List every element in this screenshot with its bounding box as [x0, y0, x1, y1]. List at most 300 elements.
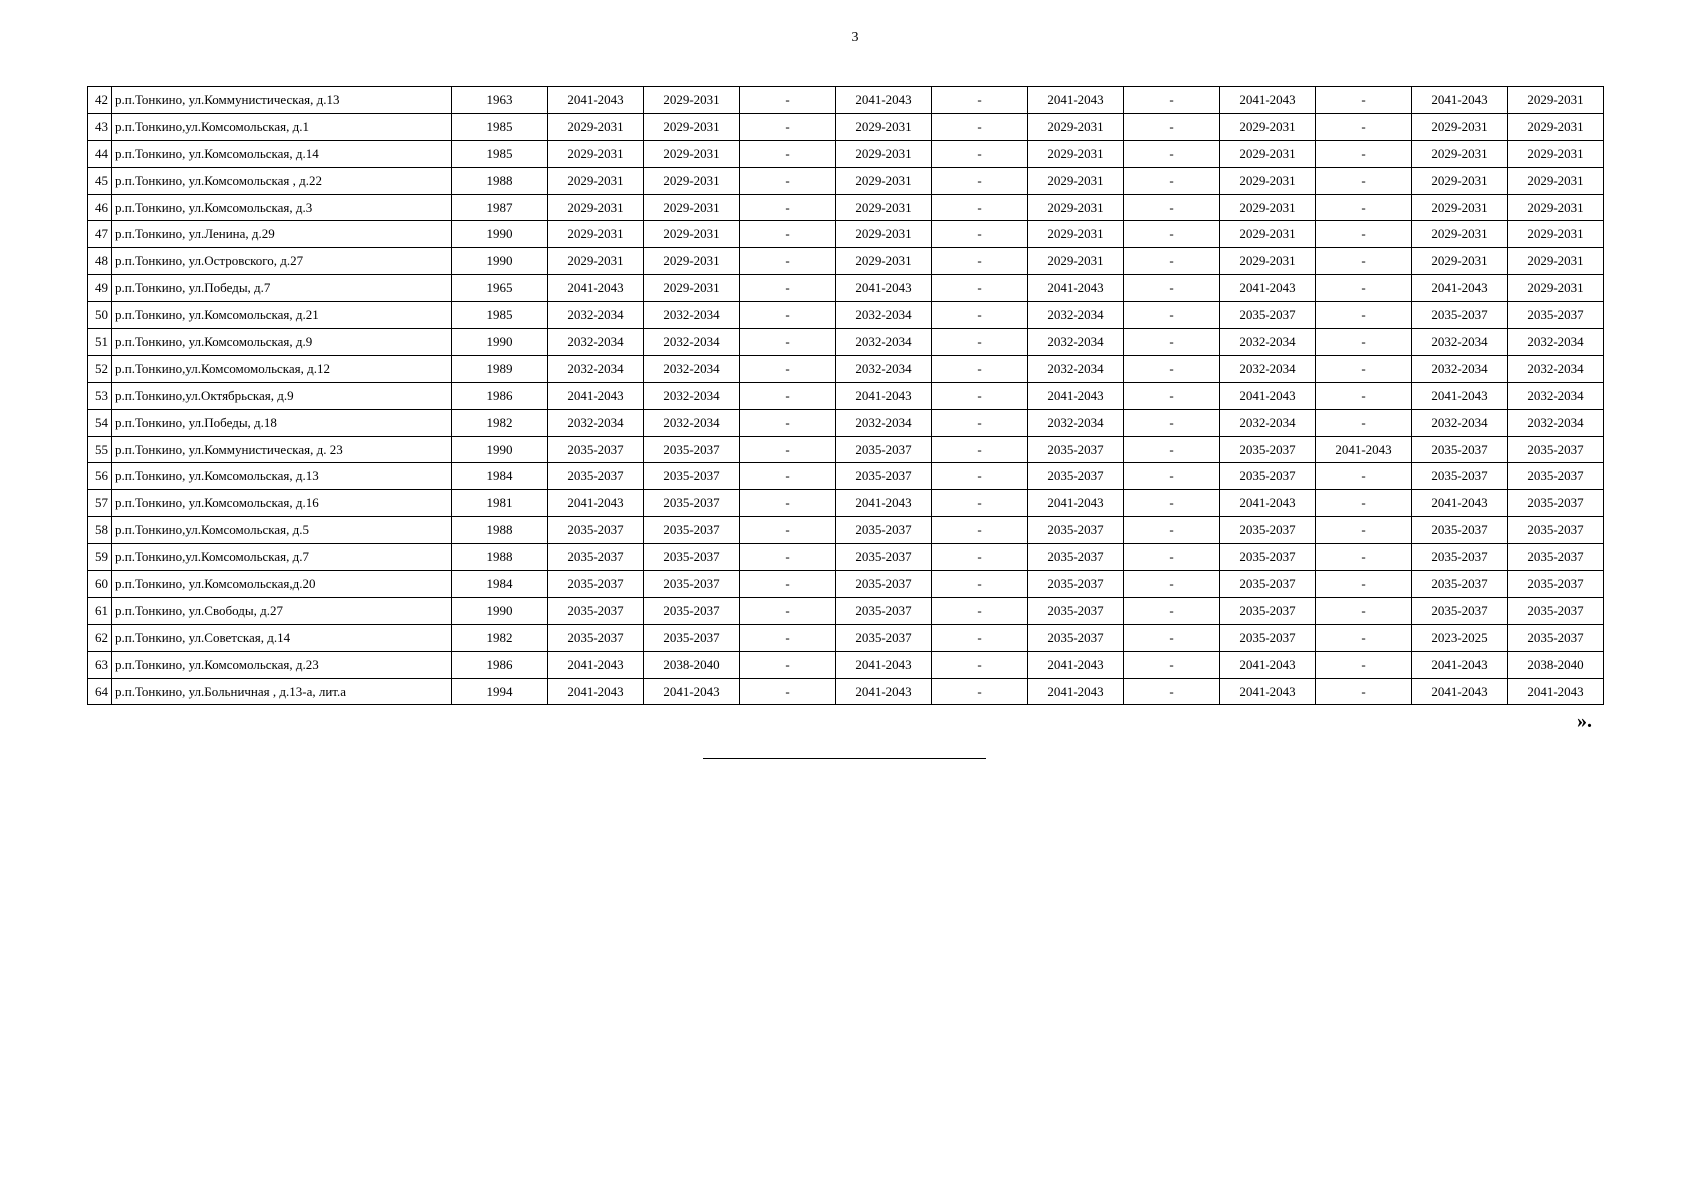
- row-number-cell: 63: [88, 651, 112, 678]
- row-number-cell: 45: [88, 167, 112, 194]
- period-cell: 2035-2037: [548, 544, 644, 571]
- period-cell: 2029-2031: [644, 87, 740, 114]
- row-number-cell: 55: [88, 436, 112, 463]
- period-cell: 2041-2043: [1220, 382, 1316, 409]
- row-number-cell: 49: [88, 275, 112, 302]
- period-cell: -: [1316, 463, 1412, 490]
- period-cell: 2035-2037: [836, 597, 932, 624]
- period-cell: -: [1316, 571, 1412, 598]
- period-cell: -: [1316, 275, 1412, 302]
- period-cell: 2032-2034: [644, 409, 740, 436]
- period-cell: 2032-2034: [1220, 409, 1316, 436]
- period-cell: 2032-2034: [1412, 329, 1508, 356]
- address-cell: р.п.Тонкино, ул.Комсомольская, д.16: [112, 490, 452, 517]
- row-number-cell: 59: [88, 544, 112, 571]
- period-cell: 2041-2043: [548, 87, 644, 114]
- period-cell: -: [1124, 597, 1220, 624]
- period-cell: 2029-2031: [1028, 221, 1124, 248]
- period-cell: -: [740, 624, 836, 651]
- period-cell: 2035-2037: [836, 624, 932, 651]
- period-cell: 2029-2031: [1508, 248, 1604, 275]
- table-row: [88, 382, 1604, 409]
- period-cell: 2035-2037: [644, 517, 740, 544]
- period-cell: 2035-2037: [1220, 436, 1316, 463]
- period-cell: 2035-2037: [548, 571, 644, 598]
- table-row: [88, 624, 1604, 651]
- period-cell: 2041-2043: [548, 382, 644, 409]
- period-cell: 2029-2031: [548, 194, 644, 221]
- period-cell: 2029-2031: [1508, 194, 1604, 221]
- period-cell: -: [1316, 302, 1412, 329]
- period-cell: 2029-2031: [1028, 140, 1124, 167]
- period-cell: -: [932, 678, 1028, 705]
- year-cell: 1982: [452, 409, 548, 436]
- period-cell: 2035-2037: [1412, 544, 1508, 571]
- period-cell: 2035-2037: [1220, 624, 1316, 651]
- period-cell: -: [740, 167, 836, 194]
- period-cell: 2035-2037: [548, 463, 644, 490]
- address-cell: р.п.Тонкино, ул.Коммунистическая, д.13: [112, 87, 452, 114]
- address-cell: р.п.Тонкино,ул.Октябрьская, д.9: [112, 382, 452, 409]
- period-cell: 2041-2043: [1028, 678, 1124, 705]
- year-cell: 1984: [452, 571, 548, 598]
- period-cell: -: [1124, 544, 1220, 571]
- period-cell: 2032-2034: [548, 355, 644, 382]
- period-cell: 2029-2031: [1412, 248, 1508, 275]
- period-cell: 2032-2034: [836, 302, 932, 329]
- period-cell: -: [932, 463, 1028, 490]
- period-cell: 2041-2043: [1220, 678, 1316, 705]
- period-cell: 2041-2043: [1316, 436, 1412, 463]
- period-cell: 2032-2034: [1508, 409, 1604, 436]
- page-number: 3: [851, 30, 859, 45]
- period-cell: -: [1124, 409, 1220, 436]
- year-cell: 1986: [452, 651, 548, 678]
- address-cell: р.п.Тонкино,ул.Комсомольская, д.5: [112, 517, 452, 544]
- period-cell: 2041-2043: [836, 382, 932, 409]
- period-cell: -: [1124, 194, 1220, 221]
- period-cell: 2032-2034: [1508, 382, 1604, 409]
- period-cell: 2035-2037: [1508, 597, 1604, 624]
- period-cell: 2041-2043: [1412, 87, 1508, 114]
- period-cell: -: [1124, 624, 1220, 651]
- period-cell: -: [932, 275, 1028, 302]
- year-cell: 1990: [452, 248, 548, 275]
- period-cell: 2035-2037: [836, 544, 932, 571]
- period-cell: -: [740, 221, 836, 248]
- period-cell: -: [740, 517, 836, 544]
- period-cell: -: [1316, 355, 1412, 382]
- period-cell: 2029-2031: [1508, 87, 1604, 114]
- period-cell: 2041-2043: [836, 490, 932, 517]
- period-cell: 2032-2034: [644, 302, 740, 329]
- table-row: [88, 248, 1604, 275]
- period-cell: 2029-2031: [1508, 167, 1604, 194]
- period-cell: 2038-2040: [644, 651, 740, 678]
- period-cell: -: [1124, 329, 1220, 356]
- period-cell: 2032-2034: [836, 329, 932, 356]
- period-cell: -: [1124, 490, 1220, 517]
- period-cell: -: [1124, 355, 1220, 382]
- table-row: [88, 221, 1604, 248]
- period-cell: 2035-2037: [1028, 544, 1124, 571]
- period-cell: -: [1316, 597, 1412, 624]
- period-cell: 2035-2037: [1028, 436, 1124, 463]
- period-cell: -: [1316, 409, 1412, 436]
- period-cell: 2032-2034: [1508, 355, 1604, 382]
- period-cell: 2032-2034: [644, 355, 740, 382]
- period-cell: -: [740, 436, 836, 463]
- period-cell: 2035-2037: [644, 463, 740, 490]
- period-cell: 2035-2037: [1220, 302, 1316, 329]
- period-cell: 2032-2034: [1028, 355, 1124, 382]
- year-cell: 1987: [452, 194, 548, 221]
- period-cell: 2029-2031: [836, 248, 932, 275]
- period-cell: 2035-2037: [1508, 544, 1604, 571]
- period-cell: -: [1124, 113, 1220, 140]
- table-row: [88, 87, 1604, 114]
- period-cell: 2032-2034: [1028, 329, 1124, 356]
- period-cell: -: [1316, 624, 1412, 651]
- period-cell: -: [740, 463, 836, 490]
- period-cell: 2029-2031: [644, 113, 740, 140]
- period-cell: 2041-2043: [836, 87, 932, 114]
- period-cell: 2041-2043: [1508, 678, 1604, 705]
- closing-quote-mark: ».: [1577, 710, 1592, 732]
- period-cell: 2029-2031: [1508, 275, 1604, 302]
- address-cell: р.п.Тонкино, ул.Комсомольская, д.13: [112, 463, 452, 490]
- year-cell: 1988: [452, 544, 548, 571]
- year-cell: 1994: [452, 678, 548, 705]
- period-cell: 2029-2031: [644, 275, 740, 302]
- period-cell: 2035-2037: [1508, 624, 1604, 651]
- period-cell: 2041-2043: [548, 490, 644, 517]
- period-cell: 2035-2037: [836, 517, 932, 544]
- period-cell: -: [740, 248, 836, 275]
- period-cell: 2029-2031: [644, 221, 740, 248]
- period-cell: -: [932, 436, 1028, 463]
- period-cell: 2029-2031: [1412, 113, 1508, 140]
- row-number-cell: 61: [88, 597, 112, 624]
- period-cell: 2035-2037: [1412, 302, 1508, 329]
- period-cell: 2041-2043: [836, 651, 932, 678]
- period-cell: -: [740, 355, 836, 382]
- period-cell: 2029-2031: [1220, 167, 1316, 194]
- period-cell: 2029-2031: [1508, 221, 1604, 248]
- table-row: [88, 571, 1604, 598]
- period-cell: 2029-2031: [1220, 140, 1316, 167]
- period-cell: -: [932, 140, 1028, 167]
- period-cell: 2035-2037: [1508, 490, 1604, 517]
- period-cell: 2041-2043: [1028, 651, 1124, 678]
- year-cell: 1982: [452, 624, 548, 651]
- period-cell: -: [740, 409, 836, 436]
- period-cell: 2029-2031: [1412, 221, 1508, 248]
- period-cell: 2029-2031: [836, 167, 932, 194]
- period-cell: -: [740, 678, 836, 705]
- period-cell: 2041-2043: [1220, 275, 1316, 302]
- period-cell: -: [932, 571, 1028, 598]
- period-cell: 2035-2037: [1508, 517, 1604, 544]
- period-cell: 2029-2031: [644, 140, 740, 167]
- row-number-cell: 51: [88, 329, 112, 356]
- period-cell: 2041-2043: [1028, 275, 1124, 302]
- year-cell: 1990: [452, 221, 548, 248]
- period-cell: 2041-2043: [1412, 651, 1508, 678]
- period-cell: 2029-2031: [1028, 113, 1124, 140]
- period-cell: 2035-2037: [836, 463, 932, 490]
- period-cell: 2032-2034: [1220, 355, 1316, 382]
- period-cell: 2035-2037: [548, 436, 644, 463]
- table-row: [88, 329, 1604, 356]
- period-cell: 2029-2031: [836, 140, 932, 167]
- period-cell: 2032-2034: [1412, 355, 1508, 382]
- period-cell: 2035-2037: [548, 517, 644, 544]
- separator-line: [703, 758, 986, 759]
- period-cell: 2035-2037: [644, 490, 740, 517]
- period-cell: 2029-2031: [1412, 167, 1508, 194]
- row-number-cell: 50: [88, 302, 112, 329]
- table-row: [88, 544, 1604, 571]
- row-number-cell: 44: [88, 140, 112, 167]
- address-cell: р.п.Тонкино, ул.Советская, д.14: [112, 624, 452, 651]
- year-cell: 1984: [452, 463, 548, 490]
- period-cell: 2032-2034: [1412, 409, 1508, 436]
- period-cell: 2041-2043: [644, 678, 740, 705]
- period-cell: 2032-2034: [644, 329, 740, 356]
- period-cell: 2035-2037: [1412, 597, 1508, 624]
- period-cell: 2035-2037: [548, 624, 644, 651]
- period-cell: 2035-2037: [836, 436, 932, 463]
- period-cell: 2032-2034: [548, 302, 644, 329]
- table-row: [88, 275, 1604, 302]
- period-cell: 2029-2031: [1220, 248, 1316, 275]
- address-cell: р.п.Тонкино, ул.Комсомольская, д.21: [112, 302, 452, 329]
- table-row: [88, 678, 1604, 705]
- period-cell: 2032-2034: [836, 409, 932, 436]
- period-cell: 2035-2037: [1508, 463, 1604, 490]
- period-cell: 2032-2034: [548, 329, 644, 356]
- year-cell: 1989: [452, 355, 548, 382]
- year-cell: 1988: [452, 167, 548, 194]
- period-cell: 2032-2034: [836, 355, 932, 382]
- period-cell: 2041-2043: [548, 275, 644, 302]
- period-cell: 2035-2037: [644, 624, 740, 651]
- period-cell: 2029-2031: [548, 167, 644, 194]
- period-cell: -: [1124, 140, 1220, 167]
- period-cell: -: [1316, 651, 1412, 678]
- period-cell: -: [1124, 651, 1220, 678]
- row-number-cell: 48: [88, 248, 112, 275]
- period-cell: -: [932, 544, 1028, 571]
- period-cell: -: [932, 382, 1028, 409]
- row-number-cell: 52: [88, 355, 112, 382]
- address-cell: р.п.Тонкино, ул.Победы, д.18: [112, 409, 452, 436]
- period-cell: 2041-2043: [1220, 490, 1316, 517]
- table-row: [88, 490, 1604, 517]
- period-cell: 2032-2034: [1508, 329, 1604, 356]
- address-cell: р.п.Тонкино, ул.Комсомольская, д.23: [112, 651, 452, 678]
- period-cell: 2035-2037: [1220, 597, 1316, 624]
- period-cell: -: [1316, 329, 1412, 356]
- period-cell: 2029-2031: [1028, 248, 1124, 275]
- address-cell: р.п.Тонкино, ул.Победы, д.7: [112, 275, 452, 302]
- row-number-cell: 43: [88, 113, 112, 140]
- period-cell: 2029-2031: [1412, 140, 1508, 167]
- period-cell: 2035-2037: [644, 436, 740, 463]
- period-cell: 2035-2037: [1220, 463, 1316, 490]
- period-cell: 2029-2031: [1508, 140, 1604, 167]
- period-cell: 2032-2034: [1220, 329, 1316, 356]
- period-cell: -: [1124, 167, 1220, 194]
- period-cell: -: [1124, 517, 1220, 544]
- row-number-cell: 42: [88, 87, 112, 114]
- period-cell: 2029-2031: [548, 248, 644, 275]
- row-number-cell: 58: [88, 517, 112, 544]
- row-number-cell: 47: [88, 221, 112, 248]
- period-cell: -: [1316, 221, 1412, 248]
- period-cell: -: [932, 167, 1028, 194]
- period-cell: -: [1316, 113, 1412, 140]
- address-cell: р.п.Тонкино, ул.Комсомольская, д.14: [112, 140, 452, 167]
- address-cell: р.п.Тонкино, ул.Свободы, д.27: [112, 597, 452, 624]
- period-cell: -: [1316, 544, 1412, 571]
- period-cell: -: [1316, 490, 1412, 517]
- period-cell: -: [932, 329, 1028, 356]
- period-cell: -: [932, 490, 1028, 517]
- period-cell: -: [1124, 678, 1220, 705]
- table-row: [88, 167, 1604, 194]
- period-cell: 2035-2037: [1220, 571, 1316, 598]
- period-cell: -: [740, 490, 836, 517]
- period-cell: 2041-2043: [1028, 490, 1124, 517]
- period-cell: 2029-2031: [1220, 221, 1316, 248]
- period-cell: -: [932, 221, 1028, 248]
- period-cell: -: [1316, 167, 1412, 194]
- period-cell: 2035-2037: [644, 571, 740, 598]
- period-cell: -: [740, 87, 836, 114]
- period-cell: 2035-2037: [1508, 436, 1604, 463]
- period-cell: -: [932, 624, 1028, 651]
- period-cell: 2029-2031: [548, 221, 644, 248]
- period-cell: 2035-2037: [1412, 436, 1508, 463]
- period-cell: -: [1124, 221, 1220, 248]
- period-cell: -: [740, 571, 836, 598]
- year-cell: 1981: [452, 490, 548, 517]
- period-cell: 2035-2037: [1412, 517, 1508, 544]
- year-cell: 1985: [452, 140, 548, 167]
- row-number-cell: 56: [88, 463, 112, 490]
- period-cell: 2041-2043: [1412, 382, 1508, 409]
- period-cell: -: [1124, 463, 1220, 490]
- period-cell: 2029-2031: [548, 140, 644, 167]
- period-cell: -: [1124, 87, 1220, 114]
- period-cell: 2029-2031: [1028, 167, 1124, 194]
- period-cell: 2038-2040: [1508, 651, 1604, 678]
- period-cell: -: [740, 302, 836, 329]
- year-cell: 1985: [452, 302, 548, 329]
- table-row: [88, 355, 1604, 382]
- address-cell: р.п.Тонкино, ул.Больничная , д.13-а, лит.а: [112, 678, 452, 705]
- period-cell: 2029-2031: [1220, 194, 1316, 221]
- year-cell: 1965: [452, 275, 548, 302]
- period-cell: 2035-2037: [1028, 597, 1124, 624]
- period-cell: 2029-2031: [1220, 113, 1316, 140]
- period-cell: 2035-2037: [1412, 463, 1508, 490]
- period-cell: 2035-2037: [644, 544, 740, 571]
- period-cell: -: [932, 248, 1028, 275]
- row-number-cell: 57: [88, 490, 112, 517]
- period-cell: -: [932, 651, 1028, 678]
- address-cell: р.п.Тонкино, ул.Комсомольская , д.22: [112, 167, 452, 194]
- period-cell: 2035-2037: [548, 597, 644, 624]
- year-cell: 1986: [452, 382, 548, 409]
- table-row: [88, 436, 1604, 463]
- period-cell: 2032-2034: [1028, 302, 1124, 329]
- period-cell: 2041-2043: [1220, 87, 1316, 114]
- period-cell: -: [740, 194, 836, 221]
- period-cell: 2041-2043: [1412, 678, 1508, 705]
- row-number-cell: 64: [88, 678, 112, 705]
- period-cell: -: [1316, 194, 1412, 221]
- period-cell: -: [1124, 248, 1220, 275]
- period-cell: 2041-2043: [548, 678, 644, 705]
- row-number-cell: 60: [88, 571, 112, 598]
- address-cell: р.п.Тонкино, ул.Комсомольская, д.9: [112, 329, 452, 356]
- address-cell: р.п.Тонкино, ул.Коммунистическая, д. 23: [112, 436, 452, 463]
- period-cell: 2035-2037: [1220, 517, 1316, 544]
- period-cell: -: [1316, 517, 1412, 544]
- table-row: [88, 409, 1604, 436]
- address-cell: р.п.Тонкино,ул.Комсомомольская, д.12: [112, 355, 452, 382]
- repair-schedule-table: [87, 86, 1604, 705]
- period-cell: -: [932, 194, 1028, 221]
- year-cell: 1990: [452, 597, 548, 624]
- period-cell: -: [932, 517, 1028, 544]
- period-cell: 2023-2025: [1412, 624, 1508, 651]
- period-cell: 2029-2031: [836, 221, 932, 248]
- period-cell: -: [740, 544, 836, 571]
- period-cell: 2029-2031: [836, 113, 932, 140]
- period-cell: 2041-2043: [1412, 490, 1508, 517]
- period-cell: -: [740, 275, 836, 302]
- period-cell: 2041-2043: [548, 651, 644, 678]
- period-cell: 2035-2037: [1028, 463, 1124, 490]
- period-cell: 2035-2037: [1508, 571, 1604, 598]
- period-cell: -: [740, 113, 836, 140]
- period-cell: 2029-2031: [548, 113, 644, 140]
- address-cell: р.п.Тонкино, ул.Комсомольская, д.3: [112, 194, 452, 221]
- period-cell: 2029-2031: [836, 194, 932, 221]
- year-cell: 1990: [452, 436, 548, 463]
- period-cell: -: [1124, 382, 1220, 409]
- table-row: [88, 302, 1604, 329]
- period-cell: 2029-2031: [644, 194, 740, 221]
- period-cell: -: [932, 302, 1028, 329]
- period-cell: -: [932, 409, 1028, 436]
- table-row: [88, 194, 1604, 221]
- period-cell: 2035-2037: [1028, 624, 1124, 651]
- period-cell: -: [1316, 382, 1412, 409]
- period-cell: 2035-2037: [1028, 517, 1124, 544]
- table-row: [88, 463, 1604, 490]
- period-cell: 2041-2043: [836, 275, 932, 302]
- period-cell: -: [740, 597, 836, 624]
- period-cell: 2029-2031: [1028, 194, 1124, 221]
- period-cell: 2035-2037: [1220, 544, 1316, 571]
- row-number-cell: 46: [88, 194, 112, 221]
- period-cell: -: [1124, 302, 1220, 329]
